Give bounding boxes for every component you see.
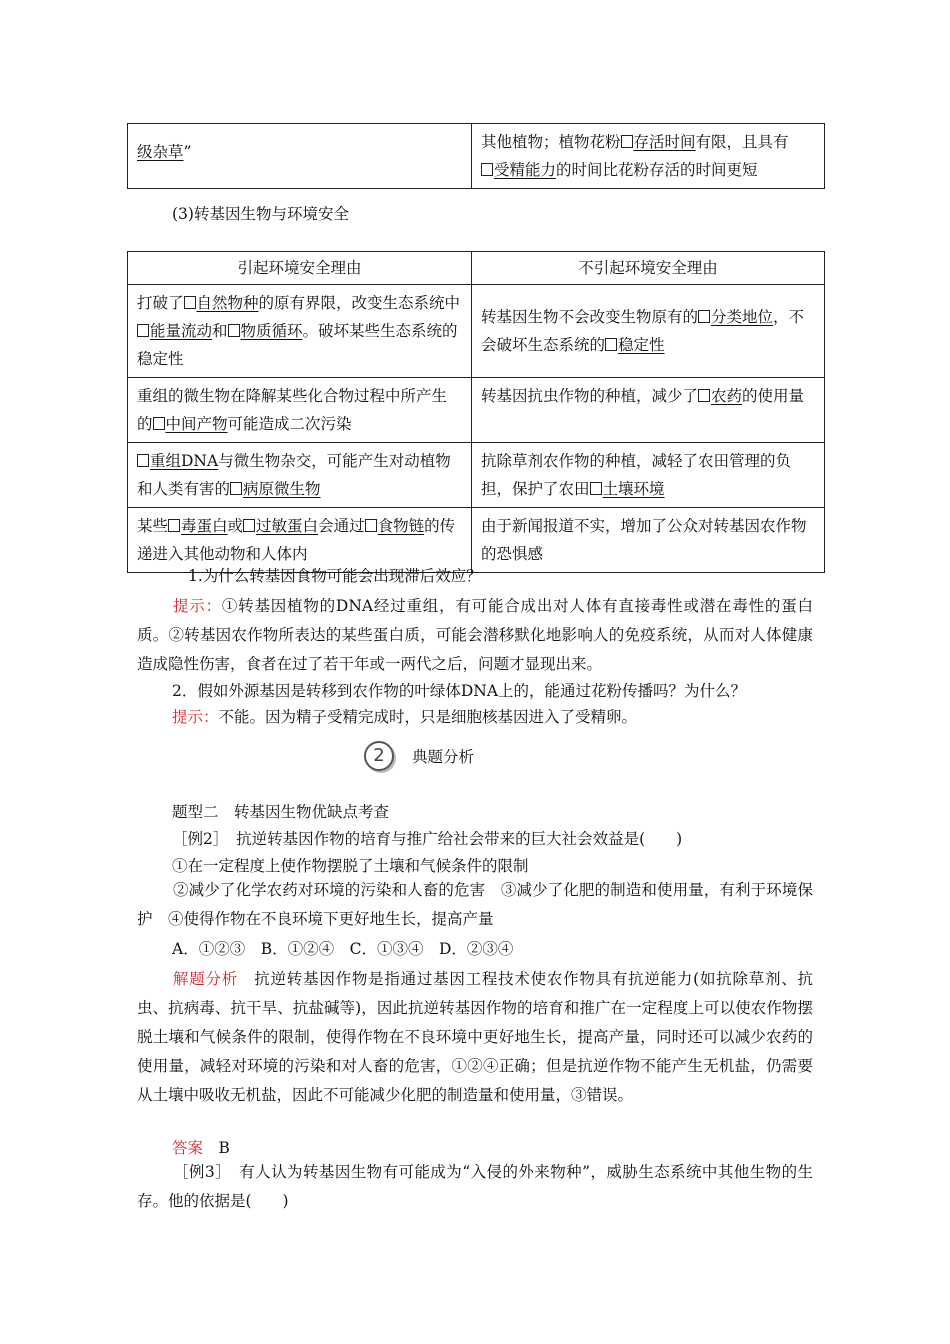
table-row-2-right: 转基因抗虫作物的种植，减少了 农药的使用量 <box>472 378 825 443</box>
blank-box-icon <box>153 417 165 430</box>
blank-box-icon <box>228 324 240 337</box>
hint-label: 提示： <box>173 597 222 615</box>
environment-safety-table <box>127 251 825 573</box>
blank-box-icon <box>365 519 377 532</box>
example-2-analysis: 解题分析 抗逆转基因作物是指通过基因工程技术使农作物具有抗逆能力(如抗除草剂、抗虫、抗病毒、抗干旱、抗盐碱等)，因此抗逆转基因作物的培育和推广在一定程度上可以使农作物摆脱土壤和气候条件的限制，使得作物在不良环境中更好地生长，提高产量，同时还可以减少农药的使用量，减轻对环境的污染和对人畜的危害，①②④正确；但是抗逆作物不能产生无机盐，仍需要从土壤中吸收无机盐，因此不可能减少化肥的制造量和使用量，③错误。 <box>137 970 813 1104</box>
type-heading: 题型二 转基因生物优缺点考查 <box>172 803 390 821</box>
hint-1: 提示：①转基因植物的DNA经过重组，有可能合成出对人体有直接毒性或潜在毒性的蛋白质。②转基因农作物所表达的某些蛋白质，可能会潜移默化地影响人的免疫系统，从而对人体健康造成隐性伤害，食者在过了若干年或一两代之后，问题才显现出来。 <box>137 597 813 673</box>
top-left-cell: 级杂草” <box>128 124 472 189</box>
top-continuation-table <box>127 123 825 189</box>
top-right-cell: 其他植物；植物花粉 存活时间有限，且具有 受精能力的时间比花粉存活的时间更短 <box>472 124 825 189</box>
blank-box-icon <box>698 310 710 323</box>
question-2: 2．假如外源基因是转移到农作物的叶绿体DNA上的，能通过花粉传播吗？为什么？ <box>172 682 747 700</box>
hint-label: 提示： <box>172 708 219 726</box>
header-no-risk: 不引起环境安全理由 <box>472 252 825 285</box>
blank-box-icon <box>481 163 493 176</box>
blank-box-icon <box>590 482 602 495</box>
blank-box-icon <box>230 482 242 495</box>
hint-2: 提示：不能。因为精子受精完成时，只是细胞核基因进入了受精卵。 <box>172 708 638 726</box>
blank-box-icon <box>137 324 149 337</box>
table-row-3-left: 重组DNA与微生物杂交，可能产生对动植物和人类有害的 病原微生物 <box>128 443 472 508</box>
table-row-4-right: 由于新闻报道不实，增加了公众对转基因农作物的恐惧感 <box>472 508 825 573</box>
section-2-header <box>364 740 474 772</box>
table-row-1-left: 打破了 自然物种的原有界限，改变生态系统中能量流动和 物质循环。破坏某些生态系统的稳定性 <box>128 285 472 378</box>
blank-box-icon <box>137 454 149 467</box>
example-2-option-1: ①在一定程度上使作物摆脱了土壤和气候条件的限制 <box>172 857 529 875</box>
underlined-term: 级杂草 <box>137 143 184 161</box>
blank-box-icon <box>184 296 196 309</box>
example-2-choices: A．①②③ B．①②④ C．①③④ D．②③④ <box>172 940 514 958</box>
example-3-stem: ［例3］ 有人认为转基因生物有可能成为“入侵的外来物种”，威胁生态系统中其他生物的生存。他的依据是( ) <box>137 1163 813 1210</box>
section-number-icon: 2 <box>364 741 394 771</box>
table-row-2-left: 重组的微生物在降解某些化合物过程中所产生的 中间产物可能造成二次污染 <box>128 378 472 443</box>
blank-box-icon <box>621 135 633 148</box>
answer-label: 答案 <box>172 1139 204 1157</box>
table-row-4-left: 某些 毒蛋白或 过敏蛋白会通过 食物链的传递进入其他动物和人体内 <box>128 508 472 573</box>
section-heading: (3)转基因生物与环境安全 <box>172 205 349 223</box>
blank-box-icon <box>698 389 710 402</box>
blank-box-icon <box>243 519 255 532</box>
example-2-answer: 答案 B <box>172 1139 230 1157</box>
section-title: 典题分析 <box>412 748 475 766</box>
example-2-option-2: ②减少了化学农药对环境的污染和人畜的危害 ③减少了化肥的制造和使用量，有利于环境保护 ④使得作物在不良环境下更好地生长，提高产量 <box>137 881 813 928</box>
table-row-1-right: 转基因生物不会改变生物原有的 分类地位，不会破坏生态系统的 稳定性 <box>472 285 825 378</box>
example-2-stem: ［例2］ 抗逆转基因作物的培育与推广给社会带来的巨大社会效益是( ) <box>172 830 683 848</box>
table-row-3-right: 抗除草剂农作物的种植，减轻了农田管理的负担，保护了农田 土壤环境 <box>472 443 825 508</box>
question-1: 1.为什么转基因食物可能会出现滞后效应？ <box>188 567 482 585</box>
analysis-label: 解题分析 <box>173 970 239 988</box>
header-causes-risk: 引起环境安全理由 <box>128 252 472 285</box>
blank-box-icon <box>605 338 617 351</box>
blank-box-icon <box>168 519 180 532</box>
